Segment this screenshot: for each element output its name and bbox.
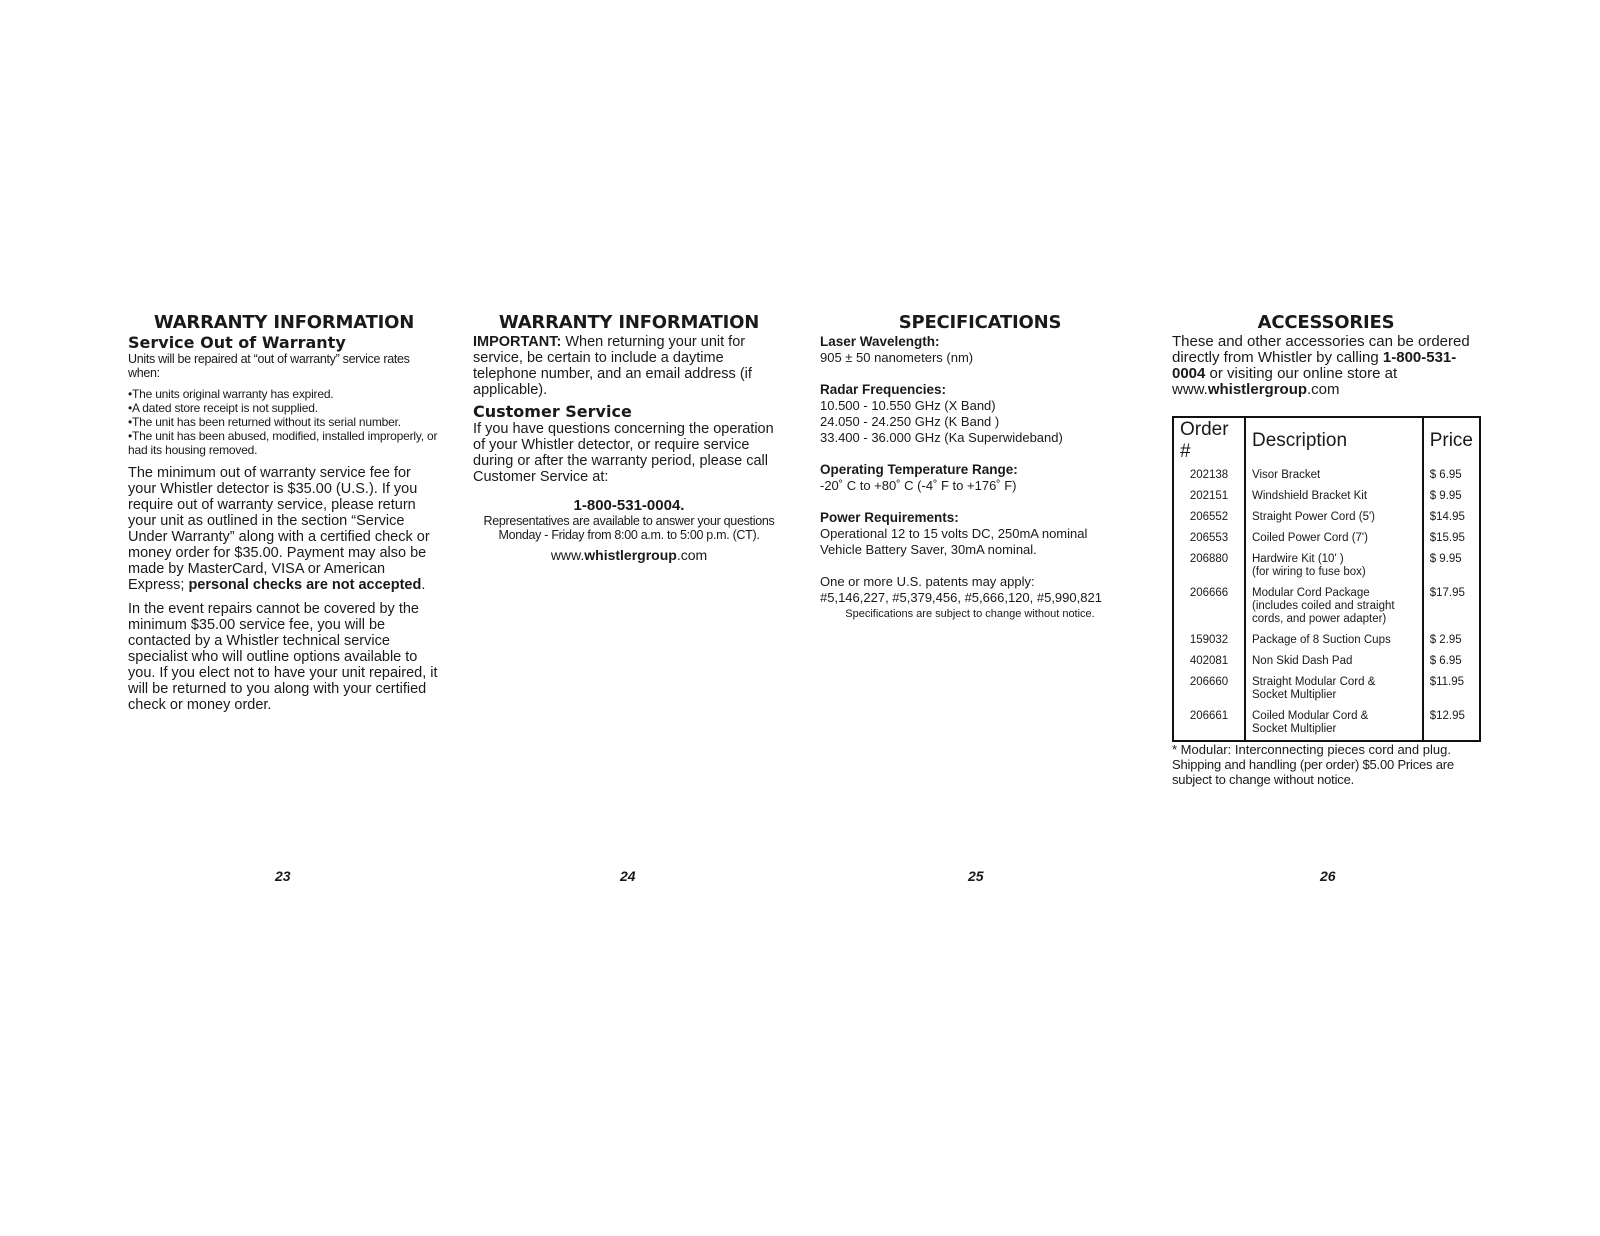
cell-price: $14.95 xyxy=(1423,507,1480,528)
page-23-column xyxy=(128,312,440,713)
table-row xyxy=(1173,486,1480,507)
intro-phone: 1-800-531-0004 xyxy=(1172,349,1457,382)
paragraph-repairs: In the event repairs cannot be covered by the minimum $35.00 service fee, you will be contacted by a Whistler technical service specialist who will outline options available to you. If you elect not to have your unit repaired, it will be returned to you along with your certified check or money order. xyxy=(128,601,438,713)
table-row xyxy=(1173,549,1480,583)
spec-laser xyxy=(820,334,1140,366)
section-subtitle: Service Out of Warranty xyxy=(128,333,346,352)
cell-price: $17.95 xyxy=(1423,583,1480,630)
cell-description: Modular Cord Package (includes coiled and straight cords, and power adapter) xyxy=(1245,583,1423,630)
cell-order-number: 206660 xyxy=(1189,676,1229,688)
intro-text: Units will be repaired at “out of warranty” service rates when: xyxy=(128,352,410,380)
intro-text: These and other accessories can be ordered directly from Whistler by calling xyxy=(1172,333,1470,366)
website-suffix: .com xyxy=(676,547,708,563)
spec-radar xyxy=(820,382,1140,446)
cell-price: $ 6.95 xyxy=(1423,465,1480,486)
spec-value: 905 ± 50 nanometers (nm) xyxy=(820,350,974,365)
patents-line: #5,146,227, #5,379,456, #5,666,120, #5,990,821 xyxy=(820,590,1102,605)
important-note xyxy=(473,334,785,398)
table-row xyxy=(1173,630,1480,651)
cell-price: $ 6.95 xyxy=(1423,651,1480,672)
spec-value: 33.400 - 36.000 GHz (Ka Superwideband) xyxy=(820,430,1063,445)
cell-order-number: 402081 xyxy=(1189,655,1229,667)
bullet-item: •The unit has been returned without its serial number. xyxy=(128,415,401,429)
page-title: WARRANTY INFORMATION xyxy=(153,312,415,333)
footnote: * Modular: Interconnecting pieces cord and plug. xyxy=(1172,742,1451,757)
spec-value: Vehicle Battery Saver, 30mA nominal. xyxy=(820,542,1037,557)
spec-label: Radar Frequencies: xyxy=(820,382,947,397)
paragraph-fee-end: . xyxy=(421,577,426,593)
table-row xyxy=(1173,672,1480,706)
spec-value: 24.050 - 24.250 GHz (K Band ) xyxy=(820,414,1000,429)
phone-number: 1-800-531-0004. xyxy=(573,497,685,514)
table-row xyxy=(1173,706,1480,741)
column-header-description: Description xyxy=(1245,417,1423,465)
table-row xyxy=(1173,528,1480,549)
spec-label: Laser Wavelength: xyxy=(820,334,940,349)
page-title: WARRANTY INFORMATION xyxy=(498,312,760,333)
intro-site-suffix: .com xyxy=(1307,381,1340,398)
cell-price: $ 9.95 xyxy=(1423,549,1480,583)
paragraph-fee-text: The minimum out of warranty service fee for your Whistler detector is $35.00 (U.S.). If you require out of warranty service, please return your unit as outlined in the section “Service Under Warranty” along with a certified check or money order for $35.00. Payment may also be made by MasterCard, VISA or American Express; xyxy=(128,465,430,593)
page-number: 25 xyxy=(968,868,984,884)
hours-line: Representatives are available to answer your questions xyxy=(483,514,775,528)
section-subtitle: Customer Service xyxy=(473,402,632,421)
spec-notice: Specifications are subject to change without notice. xyxy=(845,608,1095,620)
intro-site-domain: whistlergroup xyxy=(1207,381,1308,398)
spec-value: Operational 12 to 15 volts DC, 250mA nominal xyxy=(820,526,1088,541)
important-text: When returning your unit for service, be certain to include a daytime telephone number, and an email address (if applicable). xyxy=(473,334,752,398)
page-number: 26 xyxy=(1320,868,1336,884)
customer-service-text: If you have questions concerning the operation of your Whistler detector, or require service during or after the warranty period, please call Customer Service at: xyxy=(473,421,774,485)
cell-order-number: 206666 xyxy=(1189,587,1229,599)
cell-price: $12.95 xyxy=(1423,706,1480,741)
cell-price: $15.95 xyxy=(1423,528,1480,549)
column-header-price: Price xyxy=(1423,417,1480,465)
cell-order-number: 206553 xyxy=(1189,532,1229,544)
accessories-intro xyxy=(1172,334,1480,398)
spec-power xyxy=(820,510,1140,558)
paragraph-fee xyxy=(128,465,440,593)
shipping-note: Shipping and handling (per order) $5.00 Prices are subject to change without notice. xyxy=(1172,757,1454,787)
page-26-column xyxy=(1172,312,1480,787)
cell-price: $ 2.95 xyxy=(1423,630,1480,651)
important-label: IMPORTANT: xyxy=(473,334,562,350)
spec-temperature xyxy=(820,462,1140,494)
cell-order-number: 202151 xyxy=(1189,490,1229,502)
cell-description: Coiled Modular Cord & Socket Multiplier xyxy=(1245,706,1423,741)
bullet-item: •The units original warranty has expired. xyxy=(128,387,334,401)
accessories-table xyxy=(1172,416,1481,742)
cell-description: Straight Modular Cord & Socket Multiplier xyxy=(1245,672,1423,706)
patents-line: One or more U.S. patents may apply: xyxy=(820,574,1035,589)
page-number: 24 xyxy=(620,868,636,884)
page-title: ACCESSORIES xyxy=(1257,312,1395,333)
spec-patents xyxy=(820,574,1140,622)
accessories-table-body xyxy=(1173,465,1480,741)
spec-label: Operating Temperature Range: xyxy=(820,462,1018,477)
cell-description: Hardwire Kit (10' ) (for wiring to fuse box) xyxy=(1245,549,1423,583)
cell-description: Straight Power Cord (5') xyxy=(1245,507,1423,528)
cell-price: $11.95 xyxy=(1423,672,1480,706)
page-title: SPECIFICATIONS xyxy=(898,312,1062,333)
table-row xyxy=(1173,507,1480,528)
cell-order-number: 159032 xyxy=(1189,634,1229,646)
page-25-column xyxy=(820,312,1140,622)
intro-text-mid: or visiting our online store at www. xyxy=(1172,365,1398,398)
table-row xyxy=(1173,583,1480,630)
table-header-row xyxy=(1173,417,1480,465)
table-row xyxy=(1173,651,1480,672)
cell-description: Windshield Bracket Kit xyxy=(1245,486,1423,507)
cell-description: Non Skid Dash Pad xyxy=(1245,651,1423,672)
cell-order-number: 206552 xyxy=(1189,511,1229,523)
website-domain: whistlergroup xyxy=(584,547,677,563)
paragraph-fee-bold: personal checks are not accepted xyxy=(188,577,422,593)
website-prefix: www. xyxy=(550,547,585,563)
bullet-item: •The unit has been abused, modified, installed improperly, or had its housing removed. xyxy=(128,429,438,457)
spec-label: Power Requirements: xyxy=(820,510,959,525)
spec-value: 10.500 - 10.550 GHz (X Band) xyxy=(820,398,996,413)
cell-description: Package of 8 Suction Cups xyxy=(1245,630,1423,651)
website-link[interactable] xyxy=(473,547,785,564)
page-number: 23 xyxy=(275,868,291,884)
cell-description: Visor Bracket xyxy=(1245,465,1423,486)
bullet-item: •A dated store receipt is not supplied. xyxy=(128,401,318,415)
cell-price: $ 9.95 xyxy=(1423,486,1480,507)
cell-order-number: 206661 xyxy=(1189,710,1229,722)
cell-description: Coiled Power Cord (7') xyxy=(1245,528,1423,549)
spec-value: -20˚ C to +80˚ C (-4˚ F to +176˚ F) xyxy=(820,478,1017,493)
table-row xyxy=(1173,465,1480,486)
cell-order-number: 202138 xyxy=(1189,469,1229,481)
cell-order-number: 206880 xyxy=(1189,553,1229,565)
hours-line: Monday - Friday from 8:00 a.m. to 5:00 p.m. (CT). xyxy=(498,528,760,542)
column-header-order: Order # xyxy=(1180,419,1229,462)
page-24-column xyxy=(473,312,785,564)
